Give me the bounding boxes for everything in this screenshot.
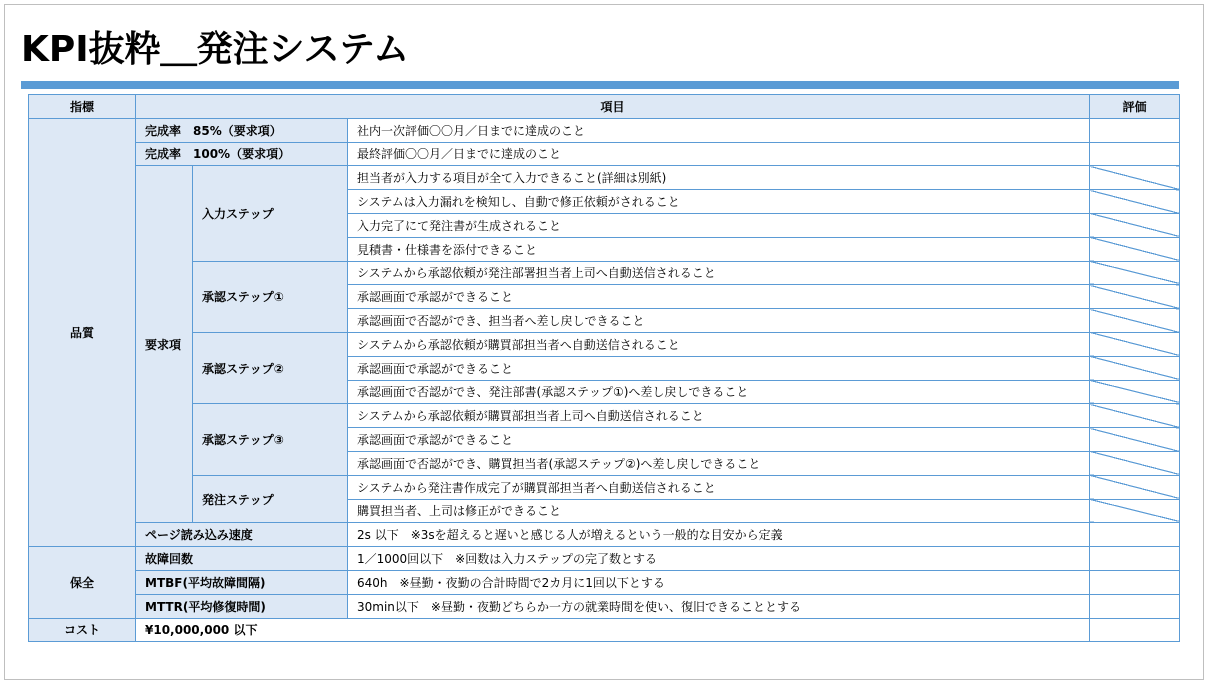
cost-value: ¥10,000,000 以下 bbox=[136, 618, 1090, 642]
step-name: 入力ステップ bbox=[193, 166, 348, 261]
evaluation-cell bbox=[1090, 523, 1180, 547]
evaluation-cell-slashed bbox=[1090, 285, 1180, 309]
evaluation-cell-slashed bbox=[1090, 190, 1180, 214]
evaluation-cell bbox=[1090, 118, 1180, 142]
step-name: 承認ステップ③ bbox=[193, 404, 348, 475]
step-name: 承認ステップ① bbox=[193, 261, 348, 332]
page-title: KPI抜粋＿発注システム bbox=[21, 29, 410, 70]
slide bbox=[4, 4, 1204, 680]
evaluation-cell bbox=[1090, 142, 1180, 166]
evaluation-cell bbox=[1090, 570, 1180, 594]
table-row bbox=[29, 618, 1180, 642]
evaluation-cell-slashed bbox=[1090, 428, 1180, 452]
kpi-table bbox=[28, 94, 1180, 642]
requirement-item: 承認画面で否認ができ、担当者へ差し戻しできること bbox=[348, 309, 1090, 333]
requirement-item: 承認画面で否認ができ、購買担当者(承認ステップ②)へ差し戻しできること bbox=[348, 451, 1090, 475]
table-row bbox=[29, 404, 1180, 428]
category-cost: コスト bbox=[29, 618, 136, 642]
evaluation-cell-slashed bbox=[1090, 404, 1180, 428]
evaluation-cell bbox=[1090, 547, 1180, 571]
evaluation-cell-slashed bbox=[1090, 261, 1180, 285]
requirement-item: 購買担当者、上司は修正ができること bbox=[348, 499, 1090, 523]
title-underline bbox=[21, 81, 1179, 89]
kpi-description: 社内一次評価〇〇月／日までに達成のこと bbox=[348, 118, 1090, 142]
evaluation-cell bbox=[1090, 594, 1180, 618]
table-row bbox=[29, 142, 1180, 166]
step-name: 承認ステップ② bbox=[193, 332, 348, 403]
header-row bbox=[29, 95, 1180, 119]
evaluation-cell-slashed bbox=[1090, 332, 1180, 356]
requirement-item: 承認画面で承認ができること bbox=[348, 285, 1090, 309]
header-indicator: 指標 bbox=[29, 95, 136, 119]
table-row bbox=[29, 118, 1180, 142]
table-row bbox=[29, 332, 1180, 356]
requirement-item: システムから発注書作成完了が購買部担当者へ自動送信されること bbox=[348, 475, 1090, 499]
category-quality: 品質 bbox=[29, 118, 136, 546]
header-evaluation: 評価 bbox=[1090, 95, 1180, 119]
step-name: 発注ステップ bbox=[193, 475, 348, 523]
category-maintenance: 保全 bbox=[29, 547, 136, 618]
table-row bbox=[29, 570, 1180, 594]
evaluation-cell-slashed bbox=[1090, 380, 1180, 404]
evaluation-cell-slashed bbox=[1090, 499, 1180, 523]
kpi-description: 最終評価〇〇月／日までに達成のこと bbox=[348, 142, 1090, 166]
requirement-item: 承認画面で承認ができること bbox=[348, 428, 1090, 452]
evaluation-cell-slashed bbox=[1090, 309, 1180, 333]
table-row bbox=[29, 261, 1180, 285]
evaluation-cell-slashed bbox=[1090, 213, 1180, 237]
requirements-label: 要求項 bbox=[136, 166, 193, 523]
table-row bbox=[29, 523, 1180, 547]
table-row bbox=[29, 594, 1180, 618]
evaluation-cell-slashed bbox=[1090, 475, 1180, 499]
requirement-item: システムから承認依頼が購買部担当者上司へ自動送信されること bbox=[348, 404, 1090, 428]
requirement-item: 見積書・仕様書を添付できること bbox=[348, 237, 1090, 261]
evaluation-cell-slashed bbox=[1090, 166, 1180, 190]
table-row bbox=[29, 475, 1180, 499]
kpi-description: 640h ※昼勤・夜勤の合計時間で2カ月に1回以下とする bbox=[348, 570, 1090, 594]
kpi-label: MTTR(平均修復時間) bbox=[136, 594, 348, 618]
kpi-label: MTBF(平均故障間隔) bbox=[136, 570, 348, 594]
kpi-label: 完成率 85%（要求項） bbox=[136, 118, 348, 142]
kpi-description: 1／1000回以下 ※回数は入力ステップの完了数とする bbox=[348, 547, 1090, 571]
requirement-item: システムは入力漏れを検知し、自動で修正依頼がされること bbox=[348, 190, 1090, 214]
requirement-item: 担当者が入力する項目が全て入力できること(詳細は別紙) bbox=[348, 166, 1090, 190]
requirement-item: システムから承認依頼が購買部担当者へ自動送信されること bbox=[348, 332, 1090, 356]
evaluation-cell-slashed bbox=[1090, 237, 1180, 261]
kpi-description: 2s 以下 ※3sを超えると遅いと感じる人が増えるという一般的な目安から定義 bbox=[348, 523, 1090, 547]
requirement-item: 承認画面で否認ができ、発注部書(承認ステップ①)へ差し戻しできること bbox=[348, 380, 1090, 404]
requirement-item: 入力完了にて発注書が生成されること bbox=[348, 213, 1090, 237]
table-row bbox=[29, 547, 1180, 571]
evaluation-cell bbox=[1090, 618, 1180, 642]
evaluation-cell-slashed bbox=[1090, 356, 1180, 380]
requirement-item: システムから承認依頼が発注部署担当者上司へ自動送信されること bbox=[348, 261, 1090, 285]
header-item: 項目 bbox=[136, 95, 1090, 119]
evaluation-cell-slashed bbox=[1090, 451, 1180, 475]
kpi-label: ページ読み込み速度 bbox=[136, 523, 348, 547]
kpi-label: 故障回数 bbox=[136, 547, 348, 571]
requirement-item: 承認画面で承認ができること bbox=[348, 356, 1090, 380]
kpi-description: 30min以下 ※昼勤・夜勤どちらか一方の就業時間を使い、復旧できることとする bbox=[348, 594, 1090, 618]
table-row bbox=[29, 166, 1180, 190]
kpi-label: 完成率 100%（要求項） bbox=[136, 142, 348, 166]
